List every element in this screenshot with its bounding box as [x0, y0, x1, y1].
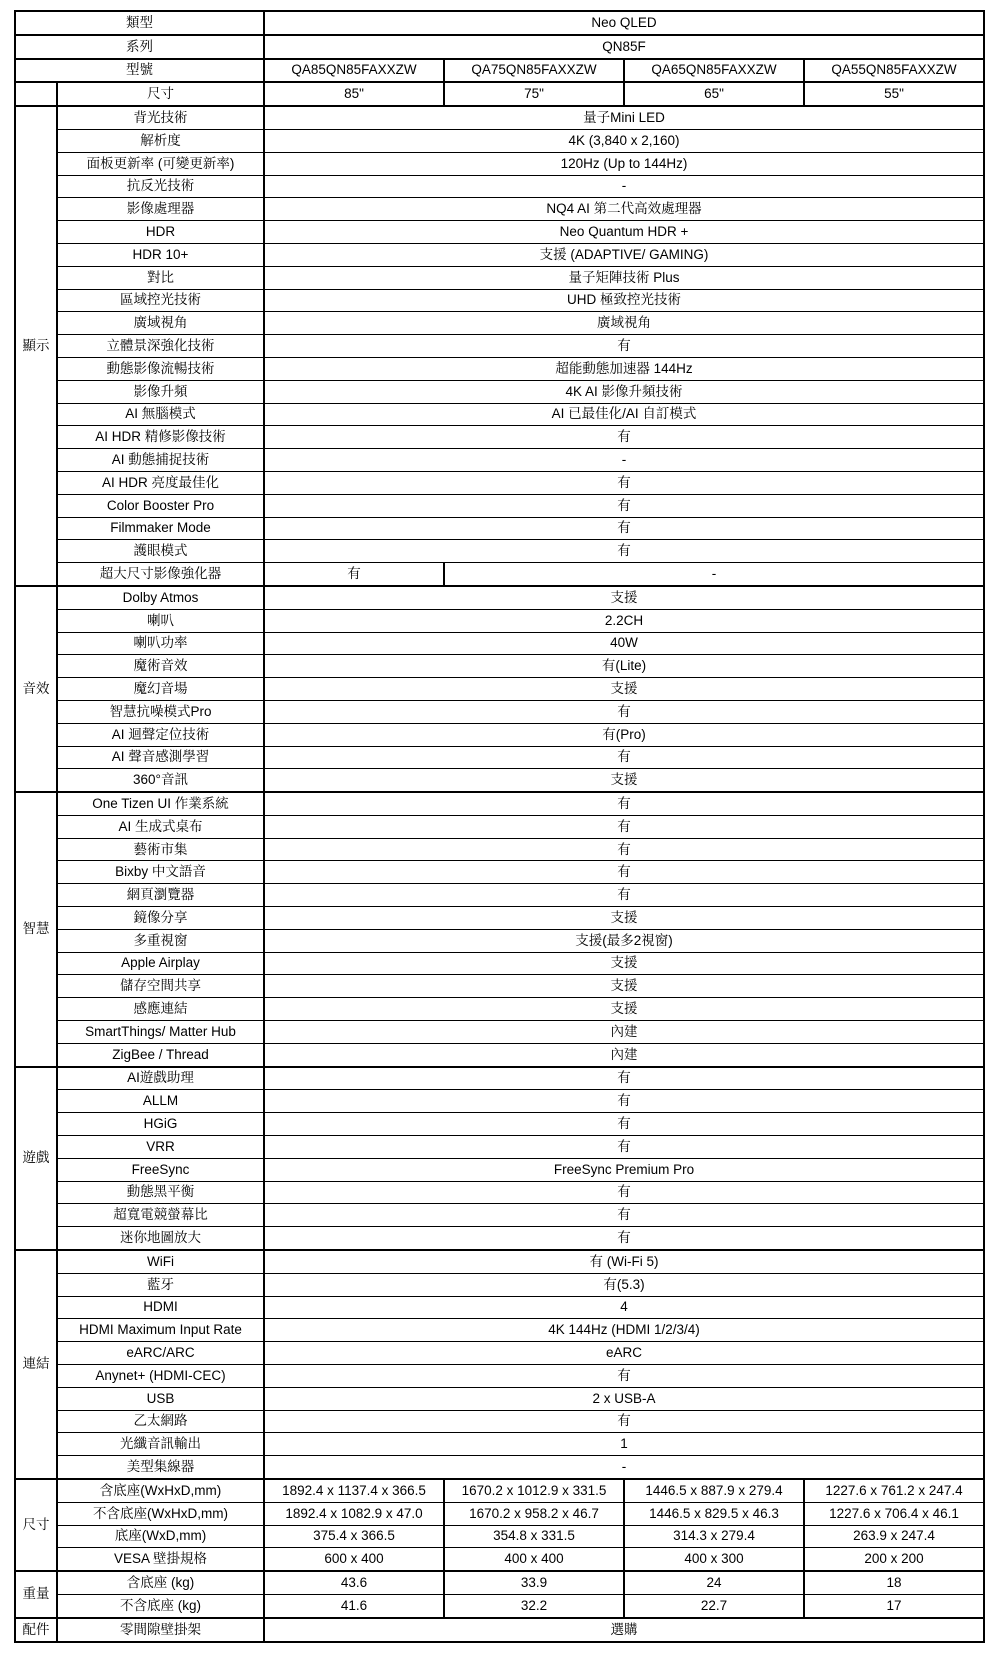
spec-value: 有: [264, 563, 444, 586]
spec-row: [15, 1525, 984, 1548]
head-row: [15, 59, 984, 83]
feature-label: 含底座(WxHxD,mm): [57, 1479, 264, 1502]
spec-value: -: [264, 175, 984, 198]
spec-value: 32.2: [444, 1594, 624, 1617]
spec-value: 內建: [264, 1043, 984, 1066]
spec-row: [15, 1181, 984, 1204]
spec-value: 支援: [264, 975, 984, 998]
spec-value: 有: [264, 1365, 984, 1388]
spec-value: UHD 極致控光技術: [264, 289, 984, 312]
spec-row: [15, 1365, 984, 1388]
spec-value: 1892.4 x 1082.9 x 47.0: [264, 1502, 444, 1525]
spec-value: 1446.5 x 829.5 x 46.3: [624, 1502, 804, 1525]
feature-label: 藝術市集: [57, 838, 264, 861]
spec-row: [15, 289, 984, 312]
spec-row: [15, 815, 984, 838]
feature-label: 護眼模式: [57, 540, 264, 563]
spec-value: 600 x 400: [264, 1548, 444, 1571]
spec-row: [15, 655, 984, 678]
spec-row: [15, 380, 984, 403]
spec-row: [15, 426, 984, 449]
feature-label: 零間隙壁掛架: [57, 1618, 264, 1642]
model-number: QA85QN85FAXXZW: [264, 59, 444, 83]
spec-value: 200 x 200: [804, 1548, 984, 1571]
spec-row: [15, 175, 984, 198]
section-label: 重量: [15, 1571, 57, 1618]
spec-value: 有: [264, 540, 984, 563]
feature-label: 光纖音訊輸出: [57, 1433, 264, 1456]
spec-row: [15, 1043, 984, 1066]
spec-row: [15, 723, 984, 746]
feature-label: 不含底座 (kg): [57, 1594, 264, 1617]
feature-label: AI遊戲助理: [57, 1067, 264, 1090]
spec-value: 有: [264, 1181, 984, 1204]
spec-row: [15, 884, 984, 907]
spec-row: [15, 494, 984, 517]
feature-label: 區域控光技術: [57, 289, 264, 312]
spec-row: [15, 929, 984, 952]
feature-label: VESA 壁掛規格: [57, 1548, 264, 1571]
spec-value: eARC: [264, 1342, 984, 1365]
spec-value: 1446.5 x 887.9 x 279.4: [624, 1479, 804, 1502]
spec-row: [15, 907, 984, 930]
spec-row: [15, 449, 984, 472]
spec-row: [15, 1090, 984, 1113]
feature-label: 立體景深強化技術: [57, 335, 264, 358]
spec-value: NQ4 AI 第二代高效處理器: [264, 198, 984, 221]
spec-row: [15, 540, 984, 563]
spec-row: [15, 312, 984, 335]
head-empty-cell: [15, 82, 57, 106]
spec-row: [15, 769, 984, 792]
spec-value: -: [444, 563, 984, 586]
spec-value: 支援 (ADAPTIVE/ GAMING): [264, 243, 984, 266]
spec-value: 選購: [264, 1618, 984, 1642]
feature-label: VRR: [57, 1136, 264, 1159]
spec-value: 314.3 x 279.4: [624, 1525, 804, 1548]
feature-label: AI HDR 精修影像技術: [57, 426, 264, 449]
spec-value: 有: [264, 471, 984, 494]
head-label: 型號: [15, 59, 264, 83]
spec-value: 4K 144Hz (HDMI 1/2/3/4): [264, 1319, 984, 1342]
spec-value: 支援: [264, 678, 984, 701]
spec-row: [15, 129, 984, 152]
spec-row: [15, 678, 984, 701]
section-label: 連結: [15, 1250, 57, 1479]
spec-value: 18: [804, 1571, 984, 1594]
feature-label: 藍牙: [57, 1273, 264, 1296]
spec-row: [15, 266, 984, 289]
spec-value: -: [264, 449, 984, 472]
feature-label: 背光技術: [57, 106, 264, 129]
feature-label: 網頁瀏覽器: [57, 884, 264, 907]
feature-label: 360°音訊: [57, 769, 264, 792]
feature-label: Anynet+ (HDMI-CEC): [57, 1365, 264, 1388]
feature-label: SmartThings/ Matter Hub: [57, 1021, 264, 1044]
feature-label: 動態影像流暢技術: [57, 357, 264, 380]
spec-value: 有: [264, 335, 984, 358]
spec-row: [15, 1319, 984, 1342]
spec-row: [15, 1273, 984, 1296]
feature-label: 鏡像分享: [57, 907, 264, 930]
spec-value: 有: [264, 1067, 984, 1090]
section-label: 音效: [15, 586, 57, 792]
spec-value: 2.2CH: [264, 609, 984, 632]
spec-row: [15, 1433, 984, 1456]
section-label: 智慧: [15, 792, 57, 1067]
spec-value: 有: [264, 1090, 984, 1113]
feature-label: AI 迴聲定位技術: [57, 723, 264, 746]
head-label: 尺寸: [57, 82, 264, 106]
spec-value: 有: [264, 700, 984, 723]
spec-value: 有: [264, 1410, 984, 1433]
spec-value: 有: [264, 1136, 984, 1159]
feature-label: One Tizen UI 作業系統: [57, 792, 264, 815]
spec-row: [15, 471, 984, 494]
spec-row: [15, 152, 984, 175]
feature-label: 魔幻音場: [57, 678, 264, 701]
feature-label: WiFi: [57, 1250, 264, 1273]
screen-size: 85": [264, 82, 444, 106]
spec-value: 41.6: [264, 1594, 444, 1617]
model-number: QA65QN85FAXXZW: [624, 59, 804, 83]
section-label: 顯示: [15, 106, 57, 586]
feature-label: 不含底座(WxHxD,mm): [57, 1502, 264, 1525]
feature-label: 喇叭功率: [57, 632, 264, 655]
spec-value: 有: [264, 1113, 984, 1136]
spec-value: 40W: [264, 632, 984, 655]
model-number: QA75QN85FAXXZW: [444, 59, 624, 83]
feature-label: Filmmaker Mode: [57, 517, 264, 540]
screen-size: 55": [804, 82, 984, 106]
feature-label: 解析度: [57, 129, 264, 152]
spec-table: [14, 10, 985, 1643]
spec-value: 有: [264, 1204, 984, 1227]
model-number: QA55QN85FAXXZW: [804, 59, 984, 83]
spec-row: [15, 1456, 984, 1479]
feature-label: 乙太網路: [57, 1410, 264, 1433]
feature-label: 迷你地圖放大: [57, 1227, 264, 1250]
head-row: [15, 11, 984, 35]
spec-row: [15, 975, 984, 998]
head-value: QN85F: [264, 35, 984, 59]
spec-value: 1227.6 x 706.4 x 46.1: [804, 1502, 984, 1525]
spec-value: 有: [264, 746, 984, 769]
spec-row: [15, 1479, 984, 1502]
feature-label: 魔術音效: [57, 655, 264, 678]
spec-row: [15, 1342, 984, 1365]
spec-value: 有: [264, 792, 984, 815]
feature-label: AI HDR 亮度最佳化: [57, 471, 264, 494]
feature-label: 影像處理器: [57, 198, 264, 221]
feature-label: HDMI: [57, 1296, 264, 1319]
feature-label: 超寬電競螢幕比: [57, 1204, 264, 1227]
spec-table-body: [15, 11, 984, 1642]
spec-value: 支援(最多2視窗): [264, 929, 984, 952]
spec-row: [15, 1250, 984, 1273]
section-label: 配件: [15, 1618, 57, 1642]
spec-row: [15, 998, 984, 1021]
spec-value: AI 已最佳化/AI 自訂模式: [264, 403, 984, 426]
spec-value: 400 x 400: [444, 1548, 624, 1571]
feature-label: 超大尺寸影像強化器: [57, 563, 264, 586]
spec-row: [15, 1387, 984, 1410]
spec-value: 120Hz (Up to 144Hz): [264, 152, 984, 175]
spec-row: [15, 952, 984, 975]
feature-label: AI 無腦模式: [57, 403, 264, 426]
spec-value: 有: [264, 426, 984, 449]
spec-value: 43.6: [264, 1571, 444, 1594]
feature-label: AI 動態捕捉技術: [57, 449, 264, 472]
spec-value: 有(5.3): [264, 1273, 984, 1296]
spec-value: 有(Lite): [264, 655, 984, 678]
spec-value: 33.9: [444, 1571, 624, 1594]
spec-row: [15, 1594, 984, 1617]
feature-label: 對比: [57, 266, 264, 289]
spec-value: 4: [264, 1296, 984, 1319]
feature-label: Color Booster Pro: [57, 494, 264, 517]
spec-value: 有: [264, 884, 984, 907]
spec-value: 4K AI 影像升頻技術: [264, 380, 984, 403]
feature-label: 美型集線器: [57, 1456, 264, 1479]
spec-row: [15, 1618, 984, 1642]
spec-row: [15, 1502, 984, 1525]
spec-row: [15, 586, 984, 609]
feature-label: HDR: [57, 221, 264, 244]
spec-row: [15, 1158, 984, 1181]
feature-label: HDR 10+: [57, 243, 264, 266]
spec-value: 超能動態加速器 144Hz: [264, 357, 984, 380]
spec-value: 有: [264, 494, 984, 517]
screen-size: 65": [624, 82, 804, 106]
spec-value: 有: [264, 861, 984, 884]
spec-value: 廣域視角: [264, 312, 984, 335]
spec-value: 1892.4 x 1137.4 x 366.5: [264, 1479, 444, 1502]
head-label: 系列: [15, 35, 264, 59]
spec-row: [15, 792, 984, 815]
spec-value: 354.8 x 331.5: [444, 1525, 624, 1548]
feature-label: HGiG: [57, 1113, 264, 1136]
spec-value: Neo Quantum HDR +: [264, 221, 984, 244]
feature-label: 底座(WxD,mm): [57, 1525, 264, 1548]
spec-value: 400 x 300: [624, 1548, 804, 1571]
feature-label: FreeSync: [57, 1158, 264, 1181]
feature-label: 面板更新率 (可變更新率): [57, 152, 264, 175]
spec-value: 有: [264, 1227, 984, 1250]
feature-label: 多重視窗: [57, 929, 264, 952]
spec-row: [15, 335, 984, 358]
spec-value: 1227.6 x 761.2 x 247.4: [804, 1479, 984, 1502]
spec-row: [15, 198, 984, 221]
section-label: 尺寸: [15, 1479, 57, 1571]
spec-row: [15, 1548, 984, 1571]
feature-label: ALLM: [57, 1090, 264, 1113]
spec-row: [15, 517, 984, 540]
spec-value: 24: [624, 1571, 804, 1594]
spec-value: 4K (3,840 x 2,160): [264, 129, 984, 152]
spec-row: [15, 1296, 984, 1319]
spec-value: 有: [264, 838, 984, 861]
spec-value: 量子Mini LED: [264, 106, 984, 129]
spec-value: 1670.2 x 1012.9 x 331.5: [444, 1479, 624, 1502]
spec-row: [15, 357, 984, 380]
head-row: [15, 82, 984, 106]
feature-label: ZigBee / Thread: [57, 1043, 264, 1066]
spec-row: [15, 106, 984, 129]
feature-label: HDMI Maximum Input Rate: [57, 1319, 264, 1342]
head-label: 類型: [15, 11, 264, 35]
feature-label: 喇叭: [57, 609, 264, 632]
spec-row: [15, 838, 984, 861]
spec-value: 量子矩陣技術 Plus: [264, 266, 984, 289]
spec-value: 263.9 x 247.4: [804, 1525, 984, 1548]
spec-row: [15, 1571, 984, 1594]
spec-row: [15, 861, 984, 884]
feature-label: 廣域視角: [57, 312, 264, 335]
spec-value: 1670.2 x 958.2 x 46.7: [444, 1502, 624, 1525]
spec-row: [15, 1410, 984, 1433]
spec-row: [15, 1067, 984, 1090]
spec-row: [15, 700, 984, 723]
feature-label: 智慧抗噪模式Pro: [57, 700, 264, 723]
feature-label: AI 聲音感測學習: [57, 746, 264, 769]
feature-label: 儲存空間共享: [57, 975, 264, 998]
feature-label: Apple Airplay: [57, 952, 264, 975]
spec-row: [15, 563, 984, 586]
spec-value: FreeSync Premium Pro: [264, 1158, 984, 1181]
spec-row: [15, 1113, 984, 1136]
feature-label: 含底座 (kg): [57, 1571, 264, 1594]
spec-value: 有(Pro): [264, 723, 984, 746]
spec-row: [15, 609, 984, 632]
spec-value: 17: [804, 1594, 984, 1617]
spec-value: 1: [264, 1433, 984, 1456]
feature-label: 動態黑平衡: [57, 1181, 264, 1204]
feature-label: eARC/ARC: [57, 1342, 264, 1365]
feature-label: AI 生成式桌布: [57, 815, 264, 838]
spec-value: 2 x USB-A: [264, 1387, 984, 1410]
feature-label: 影像升頻: [57, 380, 264, 403]
feature-label: Bixby 中文語音: [57, 861, 264, 884]
head-value: Neo QLED: [264, 11, 984, 35]
spec-value: 有: [264, 815, 984, 838]
feature-label: USB: [57, 1387, 264, 1410]
section-label: 遊戲: [15, 1067, 57, 1250]
spec-row: [15, 1227, 984, 1250]
spec-value: 支援: [264, 769, 984, 792]
spec-row: [15, 221, 984, 244]
spec-value: 支援: [264, 952, 984, 975]
spec-row: [15, 403, 984, 426]
spec-value: 375.4 x 366.5: [264, 1525, 444, 1548]
head-row: [15, 35, 984, 59]
spec-value: 支援: [264, 586, 984, 609]
screen-size: 75": [444, 82, 624, 106]
spec-row: [15, 243, 984, 266]
spec-row: [15, 1136, 984, 1159]
feature-label: 感應連結: [57, 998, 264, 1021]
spec-value: 有 (Wi-Fi 5): [264, 1250, 984, 1273]
spec-value: 內建: [264, 1021, 984, 1044]
spec-row: [15, 1021, 984, 1044]
spec-row: [15, 1204, 984, 1227]
spec-value: 22.7: [624, 1594, 804, 1617]
spec-value: -: [264, 1456, 984, 1479]
spec-value: 有: [264, 517, 984, 540]
spec-value: 支援: [264, 998, 984, 1021]
spec-value: 支援: [264, 907, 984, 930]
feature-label: 抗反光技術: [57, 175, 264, 198]
spec-row: [15, 746, 984, 769]
spec-row: [15, 632, 984, 655]
feature-label: Dolby Atmos: [57, 586, 264, 609]
